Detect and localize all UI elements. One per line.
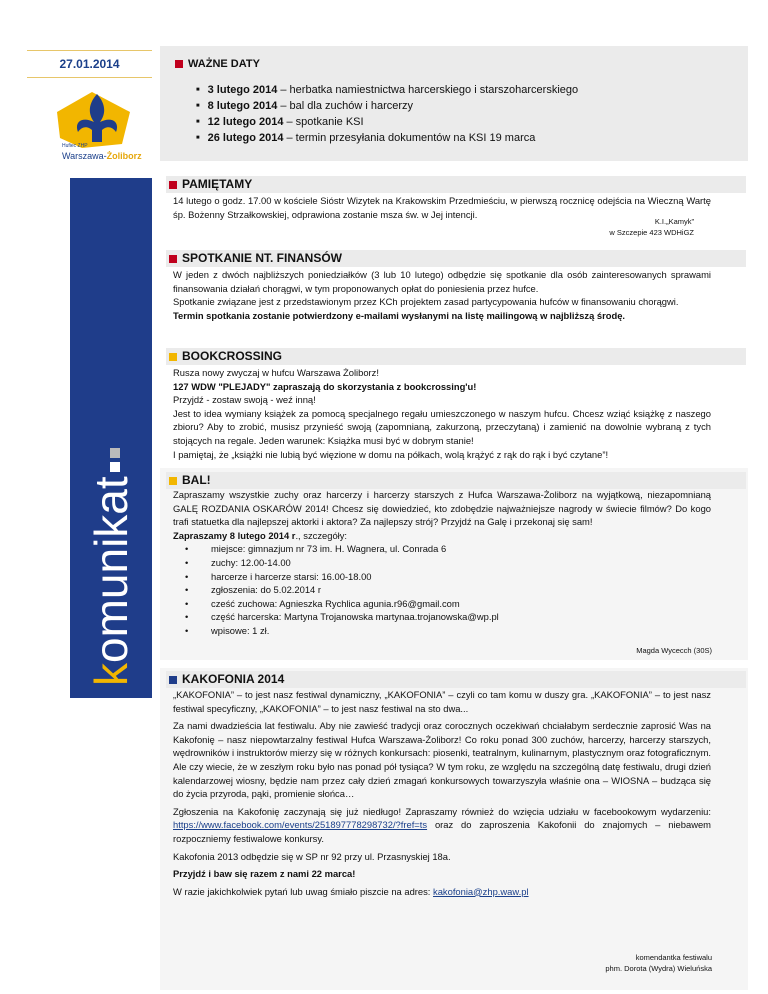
komunikat-title: komunikat <box>70 178 152 698</box>
kakofonia-signature: komendantka festiwalu phm. Dorota (Wydra) Wieluńska <box>605 953 712 973</box>
navy-square-icon <box>169 676 177 684</box>
vertical-banner <box>70 178 152 698</box>
section-header-kakofonia: KAKOFONIA 2014 <box>166 671 746 688</box>
list-item: ■ 26 lutego 2014 – termin przesyłania dokumentów na KSI 19 marca <box>196 130 578 146</box>
square-white <box>110 462 120 472</box>
list-item: ■ 8 lutego 2014 – bal dla zuchów i harcerzy <box>196 98 578 114</box>
important-dates-list <box>196 82 578 146</box>
list-item: • wpisowe: 1 zł. <box>211 624 711 638</box>
email-link[interactable]: kakofonia@zhp.waw.pl <box>433 885 529 897</box>
pamietamy-text: 14 lutego o godz. 17.00 w kościele Sióstr Wizytek na Krakowskim Przedmieściu, w pierwszą rocznicę odejścia na Wieczną Wartę śp. Bożenny Strzałkowskiej, odprawiona zostanie msza św. w Jej intencji. <box>173 195 711 220</box>
pamietamy-signature: K.I.„Kamyk” w Szczepie 423 WDHiGZ <box>609 217 694 237</box>
list-item: ■ 3 lutego 2014 – herbatka namiestnictwa harcerskiego i starszoharcerskiego <box>196 82 578 98</box>
list-item: • harcerze i harcerze starsi: 16.00-18.00 <box>211 570 711 584</box>
important-dates-title: WAŻNE DATY <box>175 58 260 70</box>
yellow-square-icon <box>169 353 177 361</box>
section-header-bookcrossing: BOOKCROSSING <box>166 348 746 365</box>
fleur-de-lis-logo <box>52 82 142 162</box>
red-square-icon <box>175 60 183 68</box>
date-label: 27.01.2014 <box>27 50 152 78</box>
section-header-bal: BAL! <box>166 472 746 489</box>
red-square-icon <box>169 255 177 263</box>
list-item: ■ 12 lutego 2014 – spotkanie KSI <box>196 114 578 130</box>
section-header-pamietamy: PAMIĘTAMY <box>166 176 746 193</box>
section-header-finanse: SPOTKANIE NT. FINANSÓW <box>166 250 746 267</box>
list-item: • część harcerska: Martyna Trojanowska martynaa.trojanowska@wp.pl <box>211 610 711 624</box>
list-item: • miejsce: gimnazjum nr 73 im. H. Wagnera, ul. Conrada 6 <box>211 542 711 556</box>
list-item: • cześć zuchowa: Agnieszka Rychlica agunia.r96@gmail.com <box>211 597 711 611</box>
bal-details-list <box>173 542 711 637</box>
kakofonia-text: „KAKOFONIA” – to jest nasz festiwal dynamiczny, „KAKOFONIA” – czyli co tam komu w duszy gra. „KAKOFONIA” – to jest nasz festiwal specyficzny, „KAKOFONIA” – to jest nasz festiwal na sto dwa... Za nami dwadzieścia lat festiwalu. Aby nie zawieść tradycji oraz corocznych oczekiwań chciałabym serdecznie zaprosić Was na Kakofonię – nasz niepowtarzalny festiwal Hufca Warszawa-Żoliborz! Co roku ponad 300 zuchów, harcerzy, harcerzy starszych, wędrowników i instruktorów mierzy się w różnych konkursach: piosenki, teatralnym, kulinarnym, plastycznym oraz fotograficznym. Ale czy wiecie, że w zeszłym roku było nas ponad pół tysiąca? W tym roku, ze względu na szczególną datę festiwalu, drugi dzień kalendarzowej wiosny, będzie nam przez cały dzień zmagań konkursowych towarzyszyła właśnie ona – WIOSNA – budząca się do życia przyroda, pąki, promienie słońca… Zgłoszenia na Kakofonię zaczynają się już niedługo! Zapraszamy również do wzięcia udziału w facebookowym wydarzeniu: https://www.facebook.com/events/251897778298732/?fref=ts oraz do zaproszenia Kakofonii do znajomych – niebawem rozpoczniemy festiwalowe konkursy. Kakofonia 2013 odbędzie się w SP nr 92 przy ul. Przasnyskiej 18a. Przyjdź i baw się razem z nami 22 marca! W razie jakichkolwiek pytań lub uwag śmiało piszcie na adres: kakofonia@zhp.waw.pl <box>173 689 711 897</box>
list-item: • zuchy: 12.00-14.00 <box>211 556 711 570</box>
logo-line2: Warszawa-Żoliborz <box>62 151 142 161</box>
red-square-icon <box>169 181 177 189</box>
yellow-square-icon <box>169 477 177 485</box>
list-item: • zgłoszenia: do 5.02.2014 r <box>211 583 711 597</box>
square-grey <box>110 448 120 458</box>
bookcrossing-text: Rusza nowy zwyczaj w hufcu Warszawa Żoliborz! 127 WDW "PLEJADY" zapraszają do skorzystania z bookcrossing'u! Przyjdź - zostaw swoją - weź inną! Jest to idea wymiany książek za pomocą specjalnego regału umieszczonego w naszym hufcu. Chcesz wziąć książkę z naszego zbioru? Aby to zrobić, musisz przynieść swoją (zapomnianą, zakurzoną, przeczytaną) i zamienić na dowolnie wybraną z tych stojących na regale. Jeden warunek: Książka musi być w dobrym stanie! I pamiętaj, że „książki nie lubią być więzione w domu na półkach, wolą krążyć z rąk do rąk i być czytane”! <box>173 367 711 460</box>
facebook-event-link[interactable]: https://www.facebook.com/events/251897778298732/?fref=ts <box>173 819 428 831</box>
bal-signature: Magda Wycecch (30S) <box>636 646 712 655</box>
logo-line1: Hufiec ZHP <box>62 143 88 149</box>
finanse-text: W jeden z dwóch najbliższych poniedziałków (3 lub 10 lutego) odbędzie się spotkanie dla osób zainteresowanych sprawami finansowania działań chorągwi, w tym proponowanych opłat do poniesienia przez hufce. Spotkanie związane jest z przedstawionym przez KCh projektem zasad partycypowania hufców w finansowaniu chorągwi. Termin spotkania zostanie potwierdzony e-mailami wysłanymi na listę mailingową w najbliższą środę. <box>173 269 711 321</box>
bal-text: Zapraszamy wszystkie zuchy oraz harcerzy i harcerzy starszych z Hufca Warszawa-Żoliborz na wyjątkową, niezapomnianą GALĘ ROZDANIA OSKARÓW 2014! Chcesz się dowiedzieć, kto zdobędzie najważniejsze nagrody w świecie filmów? Do kogo trafi statuetka dla najlepszej aktorki i aktora? Za najlepszy strój? Przyjdź na Galę i przekonaj się sam! Zapraszamy 8 lutego 2014 r., szczegóły: • miejsce: gimnazjum nr 73 im. H. Wagnera, ul. Conrada 6 • zuchy: 12.00-14.00 • harcerze i harcerze starsi: 16.00-18.00 • zgłoszenia: do 5.02.2014 r • cześć zuchowa: Agnieszka Rychlica agunia.r96@gmail.com • część harcerska: Martyna Trojanowska martynaa.trojanowska@wp.pl • wpisowe: 1 zł. <box>173 488 711 638</box>
